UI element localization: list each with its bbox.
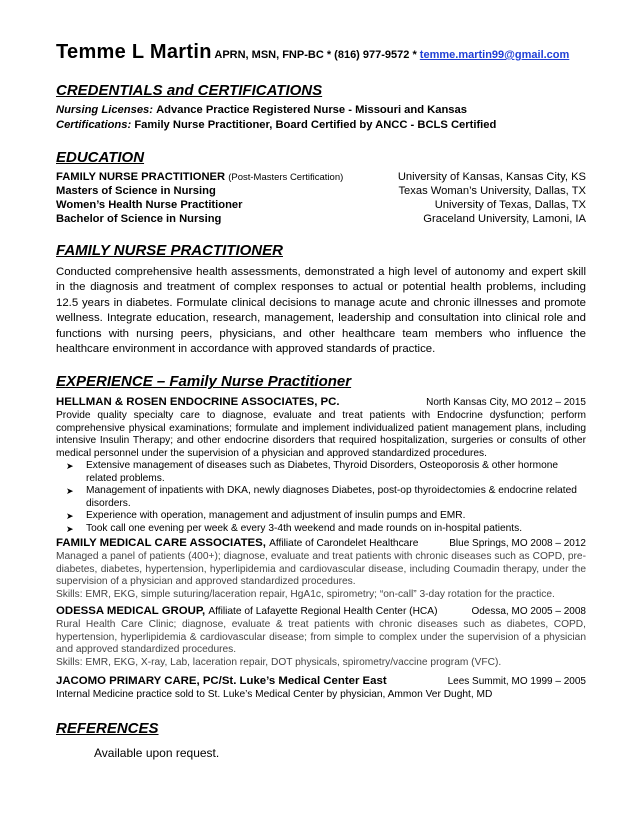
candidate-phone: * (816) 977-9572 * [326,49,417,61]
degree-note: (Post-Masters Certification) [228,172,344,183]
job-header [56,673,586,689]
employer-affiliate: Affiliate of Lafayette Regional Health Center (HCA) [208,606,438,618]
arrow-bullet-icon: ➤ [66,461,74,472]
arrow-bullet-icon: ➤ [66,523,74,534]
job-entry [56,535,586,601]
education-list [56,170,586,226]
education-heading: EDUCATION [56,149,145,166]
certifications-value: Family Nurse Practitioner, Board Certified by ANCC - BCLS Certified [134,119,497,131]
job-header [56,603,586,619]
candidate-name: Temme L Martin [56,41,212,63]
candidate-credentials: APRN, MSN, FNP-BC [214,49,324,61]
references-text: Available upon request. [94,745,220,760]
arrow-bullet-icon: ➤ [66,511,74,522]
resume-header [56,40,586,64]
list-item: ➤ Experience with operation, management and adjustment of insulin pumps and EMR. [66,510,466,522]
job-description: Rural Health Care Clinic; diagnose, evaluate & treat patients with chronic diseases such as diabetes, COPD, hypertension, hyperlipidemia & cardiovascular disease; from simple to complex under the supervision of a physician and approved standardized procedures. [56,619,586,656]
job-location: Odessa, MO 2005 – 2008 [471,606,586,618]
credentials-heading: CREDENTIALS and CERTIFICATIONS [56,82,323,99]
arrow-bullet-icon: ➤ [66,486,74,497]
degree: Bachelor of Science in Nursing [56,213,222,225]
school: University of Kansas, Kansas City, KS [397,171,586,183]
degree: FAMILY NURSE PRACTITIONER [56,171,226,183]
job-description: Managed a panel of patients (400+); diagnose, evaluate and treat patients with chronic diseases such as COPD, pre-diabetes, diabetes, hypertension, hyperlipidemia and cardiovascular disease, including Coumadin therapy, under the supervision of a physician and approved standardized procedures. [56,551,586,588]
job-location: Blue Springs, MO 2008 – 2012 [449,538,586,550]
list-item: ➤ Extensive management of diseases such as Diabetes, Thyroid Disorders, Osteoporosis & other hormone related problems. [66,460,559,484]
job-entry [56,603,586,669]
school: University of Texas, Dallas, TX [434,199,586,211]
degree: Women’s Health Nurse Practitioner [56,199,243,211]
resume-page [56,40,586,760]
fnp-summary: Conducted comprehensive health assessments, demonstrated a high level of autonomy and expert skill in the diagnosis and treatment of complex responses to actual or potential health problems, including 12.5 years in diabetes. Formulate clinical decisions to manage acute and chronic illnesses and promote wellness. Integrate education, research, management, leadership and consultation into clinical role and functions with nursing peers, physicians, and other healthcare team members who influence the healthcare environment in accordance with approved standards of practice. [56,266,586,356]
licenses-value: Advance Practice Registered Nurse - Missouri and Kansas [156,104,467,116]
job-entry [56,394,586,535]
employer: HELLMAN & ROSEN ENDOCRINE ASSOCIATES, PC. [56,396,340,409]
job-bullets [56,460,586,535]
degree: Masters of Science in Nursing [56,185,216,197]
education-item [56,170,586,184]
job-entry [56,673,586,702]
school: Texas Woman’s University, Dallas, TX [398,185,586,197]
job-location: Lees Summit, MO 1999 – 2005 [447,676,586,688]
job-skills: Skills: EMR, EKG, simple suturing/laceration repair, HgA1c, spirometry; “on-call” 3-day rotation for the practice. [56,588,555,600]
licenses-line [56,103,586,118]
education-item [56,184,586,198]
certifications-line [56,118,586,133]
experience-heading: EXPERIENCE – Family Nurse Practitioner [56,373,352,391]
job-header [56,394,586,410]
employer: ODESSA MEDICAL GROUP, [56,605,206,618]
school: Graceland University, Lamoni, IA [423,213,586,225]
licenses-label: Nursing Licenses: [56,104,153,116]
job-location: North Kansas City, MO 2012 – 2015 [426,397,586,409]
education-item [56,212,586,226]
employer: FAMILY MEDICAL CARE ASSOCIATES, [56,537,266,550]
job-skills: Skills: EMR, EKG, X-ray, Lab, laceration repair, DOT physicals, spirometry/vaccine program (VFC). [56,656,502,668]
list-item: ➤ Management of inpatients with DKA, newly diagnoses Diabetes, post-op thyroidectomies & endocrine related disorders. [66,485,577,509]
certifications-label: Certifications: [56,119,132,131]
job-header [56,535,586,551]
job-description: Provide quality specialty care to diagnose, evaluate and treat patients with Endocrine dysfunction; perform comprehensive physical examinations; formulate and implement individualized patient management plans, including intensive Insulin Therapy; and other endocrine disorders that required hospitalization, surgeries or consults of other medical personnel under the supervision of a physician and approved standardized procedures. [56,410,586,459]
references-heading: REFERENCES [56,719,159,737]
job-description: Internal Medicine practice sold to St. Luke’s Medical Center by physician, Ammon Ver Dught, MD [56,689,493,701]
fnp-heading: FAMILY NURSE PRACTITIONER [56,242,283,259]
employer: JACOMO PRIMARY CARE, PC/St. Luke’s Medical Center East [56,675,387,688]
list-item: ➤ Took call one evening per week & every 3-4th weekend and made rounds on in-hospital patients. [66,522,523,534]
education-item [56,198,586,212]
employer-affiliate: Affiliate of Carondelet Healthcare [269,538,419,550]
email-link[interactable]: temme.martin99@gmail.com [419,49,570,61]
